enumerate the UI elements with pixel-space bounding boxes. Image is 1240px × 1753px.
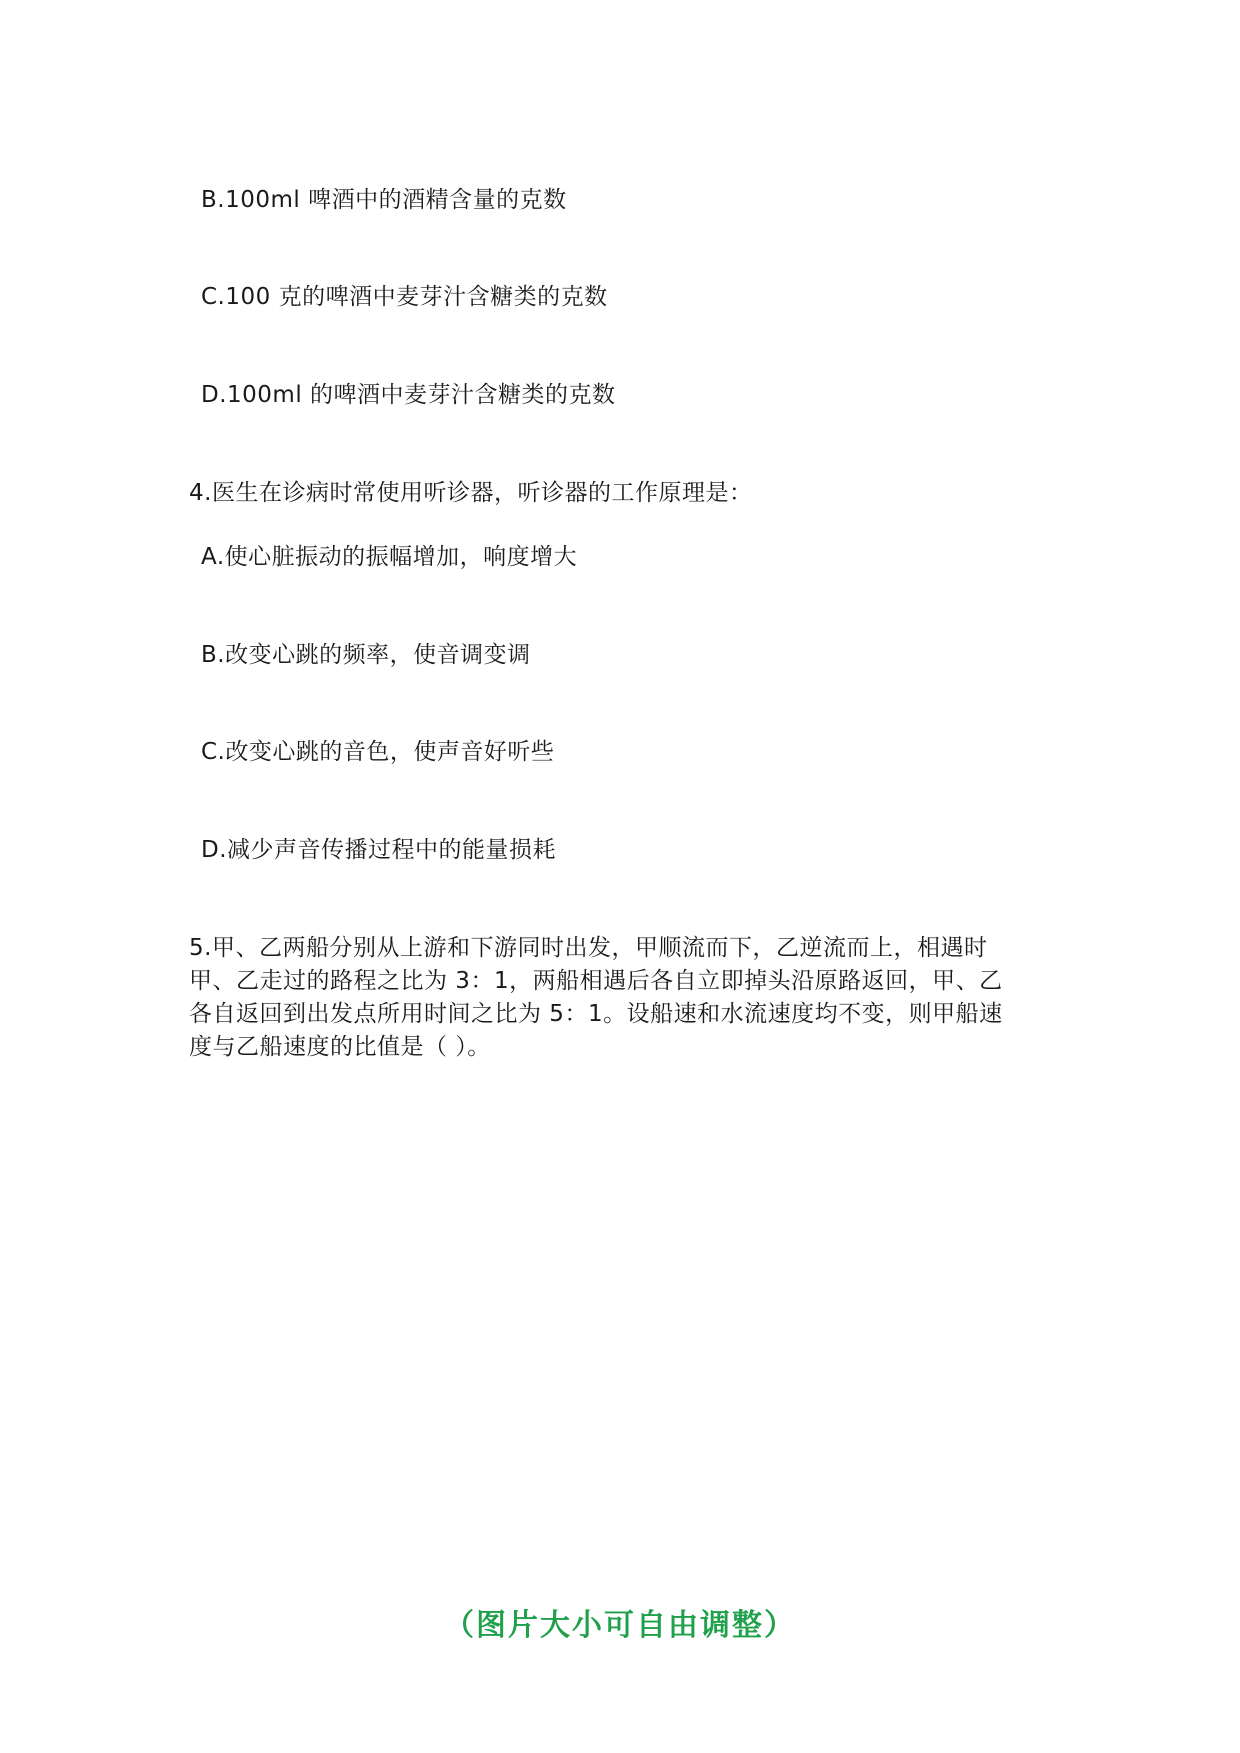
q4-stem: 4.医生在诊病时常使用听诊器，听诊器的工作原理是： xyxy=(189,480,753,506)
q4-option-d: D.减少声音传播过程中的能量损耗 xyxy=(201,837,557,863)
q3-option-c: C.100 克的啤酒中麦芽汁含糖类的克数 xyxy=(201,284,608,310)
q5-line-4: 度与乙船速度的比值是（ ）。 xyxy=(189,1034,491,1060)
q4-option-b: B.改变心跳的频率，使音调变调 xyxy=(201,642,531,668)
q4-option-c: C.改变心跳的音色，使声音好听些 xyxy=(201,739,555,765)
image-resize-note: （图片大小可自由调整） xyxy=(444,1608,796,1643)
q5-line-1: 5.甲、乙两船分别从上游和下游同时出发，甲顺流而下，乙逆流而上，相遇时 xyxy=(189,935,988,961)
q4-option-a: A.使心脏振动的振幅增加，响度增大 xyxy=(201,544,578,570)
q5-line-3: 各自返回到出发点所用时间之比为 5：1。设船速和水流速度均不变，则甲船速 xyxy=(189,1001,1003,1027)
q5-line-2: 甲、乙走过的路程之比为 3：1，两船相遇后各自立即掉头沿原路返回，甲、乙 xyxy=(189,968,1003,994)
q3-option-b: B.100ml 啤酒中的酒精含量的克数 xyxy=(201,187,567,213)
q3-option-d: D.100ml 的啤酒中麦芽汁含糖类的克数 xyxy=(201,382,616,408)
q5-stem xyxy=(189,932,1069,1064)
